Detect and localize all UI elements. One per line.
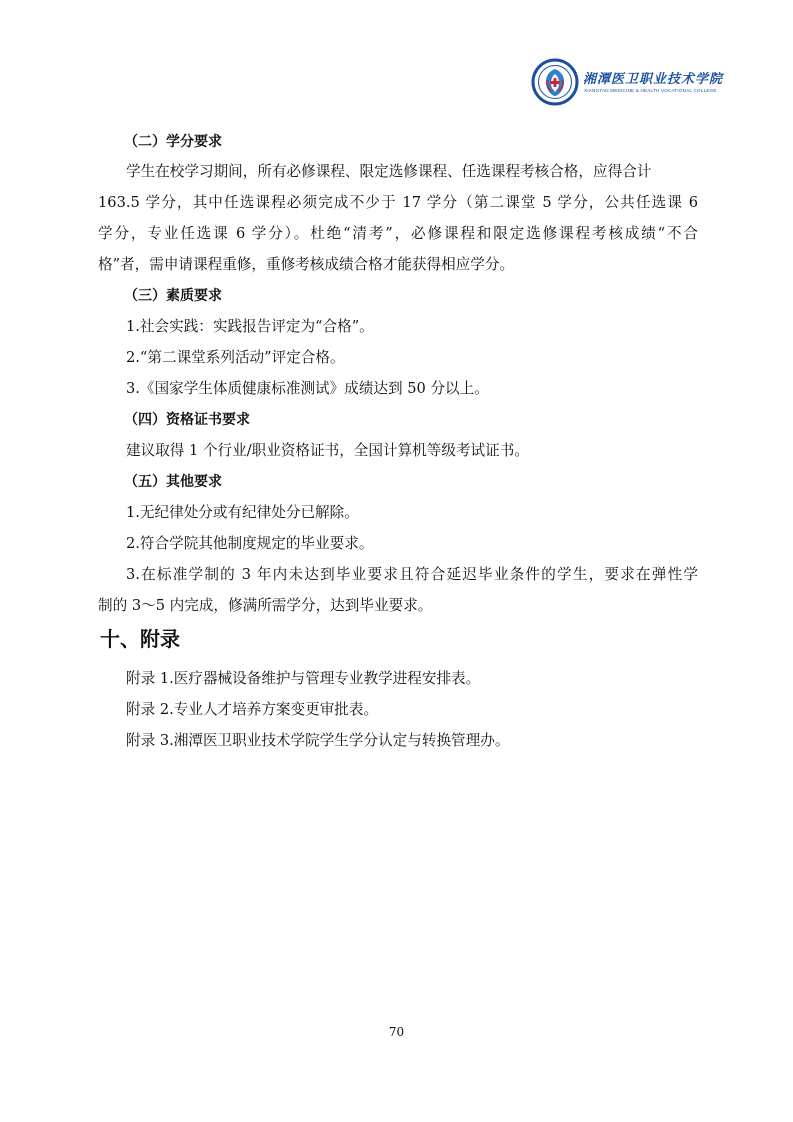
page-number: 70 [388,1025,405,1039]
credits-line-3: 学分，专业任选课 6 学分）。杜绝“清考”，必修课程和限定选修课程考核成绩“不合 [98,225,698,242]
college-name-en: XIANGTAN MEDICINE & HEALTH VOCATIONAL COLLEGE [584,88,717,93]
quality-item-1: 1.社会实践：实践报告评定为“合格”。 [126,318,374,335]
college-name-cn: 湘潭医卫职业技术学院 [583,72,724,87]
appendix-item-3: 附录 3.湘潭医卫职业技术学院学生学分认定与转换管理办。 [126,732,510,749]
other-item-2: 2.符合学院其他制度规定的毕业要求。 [126,535,374,552]
quality-item-3: 3.《国家学生体质健康标准测试》成绩达到 50 分以上。 [126,380,489,397]
credits-line-1: 学生在校学习期间，所有必修课程、限定选修课程、任选课程考核合格，应得合计 [126,163,652,180]
other-item-3-cont: 制的 3～5 内完成，修满所需学分，达到毕业要求。 [98,597,433,614]
appendix-title: 十、附录 [100,627,180,651]
quality-heading: （三）素质要求 [124,288,222,304]
other-item-3: 3.在标准学制的 3 年内未达到毕业要求且符合延迟毕业条件的学生，要求在弹性学 [126,566,698,583]
credits-line-2: 163.5 学分，其中任选课程必须完成不少于 17 学分（第二课堂 5 学分，公共任选课 6 [98,194,698,211]
credits-line-4: 格”者，需申请课程重修，重修考核成绩合格才能获得相应学分。 [98,256,515,273]
credits-heading: （二）学分要求 [124,134,222,150]
certificate-text: 建议取得 1 个行业/职业资格证书，全国计算机等级考试证书。 [126,442,529,459]
appendix-item-1: 附录 1.医疗器械设备维护与管理专业教学进程安排表。 [126,670,481,687]
certificate-heading: （四）资格证书要求 [124,412,250,428]
other-item-1: 1.无纪律处分或有纪律处分已解除。 [126,504,359,521]
college-logo [531,58,724,110]
college-seal-icon [531,58,579,106]
other-heading: （五）其他要求 [124,474,222,490]
quality-item-2: 2.“第二课堂系列活动”评定合格。 [126,349,345,366]
appendix-item-2: 附录 2.专业人才培养方案变更审批表。 [126,701,379,718]
